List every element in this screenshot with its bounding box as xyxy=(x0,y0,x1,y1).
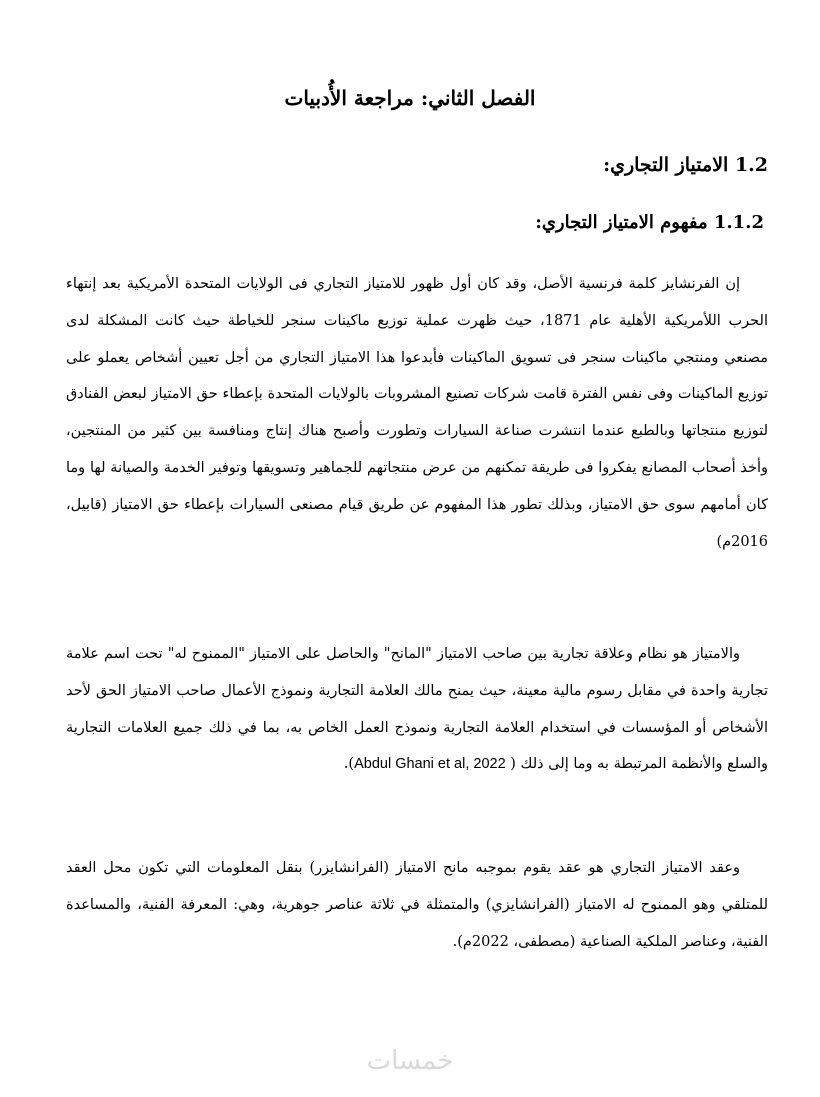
paragraph-franchise-contract: وعقد الامتياز التجاري هو عقد يقوم بموجبه مانح الامتياز (الفرانشايزر) بنقل المعلومات التي تكون محل العقد للمتلقي وهو الممنوح له الامتياز (الفرانشايزي) والمتمثلة في ثلاثة عناصر جوهرية، وهي: المعرفة الفنية، والمساعدة الفنية، وعناصر الملكية الصناعية (مصطفى، 2022م). xyxy=(66,860,768,950)
citation-latin: Abdul Ghani et al, 2022 xyxy=(354,756,506,773)
watermark-logo: خمسات xyxy=(366,1046,454,1076)
section-heading: 1.2 الامتياز التجاري: xyxy=(603,154,768,176)
paragraph-franchise-definition xyxy=(66,636,768,783)
citation-close: ). xyxy=(343,756,355,773)
paragraph-franchise-origin: إن الفرنشايز كلمة فرنسية الأصل، وقد كان أول ظهور للامتياز التجاري فى الولايات المتحدة الأمريكية بعد إنتهاء الحرب اللأمريكية الأهلية عام 1871، حيث ظهرت عملية توزيع ماكينات سنجر للخياطة حيث كانت المشكلة لدى مصنعي ومنتجي ماكينات سنجر فى تسويق الماكينات فأبدعوا هذا الامتياز التجاري من أجل تعيين أشخاص يعملو على توزيع الماكينات وفى نفس الفترة قامت شركات تصنيع المشروبات بالولايات المتحدة بإعطاء حق الامتياز لبعض الفنادق لتوزيع منتجاتها وبالطبع عندما انتشرت صناعة السيارات وتطورت وأصبح هناك إنتاج ومنافسة بين كثير من المنتجين، وأخذ أصحاب المصانع يفكروا فى طريقة تمكنهم من عرض منتجاتهم للجماهير وتسويقها وتوفير الخدمة والصيانة لها وما كان أمامهم سوى حق الامتياز، وبذلك تطور هذا المفهوم عن طريق قيام مصنعى السيارات بإعطاء حق الامتياز (قابيل، 2016م) xyxy=(66,276,768,550)
subsection-heading: 1.1.2 مفهوم الامتياز التجاري: xyxy=(535,212,764,233)
paragraph-definition-text: والامتياز هو نظام وعلاقة تجارية بين صاحب الامتياز "المانح" والحاصل على الامتياز "الممنوح له" تحت اسم علامة تجارية واحدة في مقابل رسوم مالية معينة، حيث يمنح مالك العلامة التجارية ونموذج الأعمال صاحب الامتياز الحق لأحد الأشخاص أو المؤسسات في استخدام العلامة التجارية ونموذج العمل الخاص به، بما في ذلك جميع العلامات التجارية والسلع والأنظمة المرتبطة به وما إلى ذلك ( xyxy=(66,646,768,773)
chapter-title: الفصل الثاني: مراجعة الأُدبيات xyxy=(284,86,536,110)
